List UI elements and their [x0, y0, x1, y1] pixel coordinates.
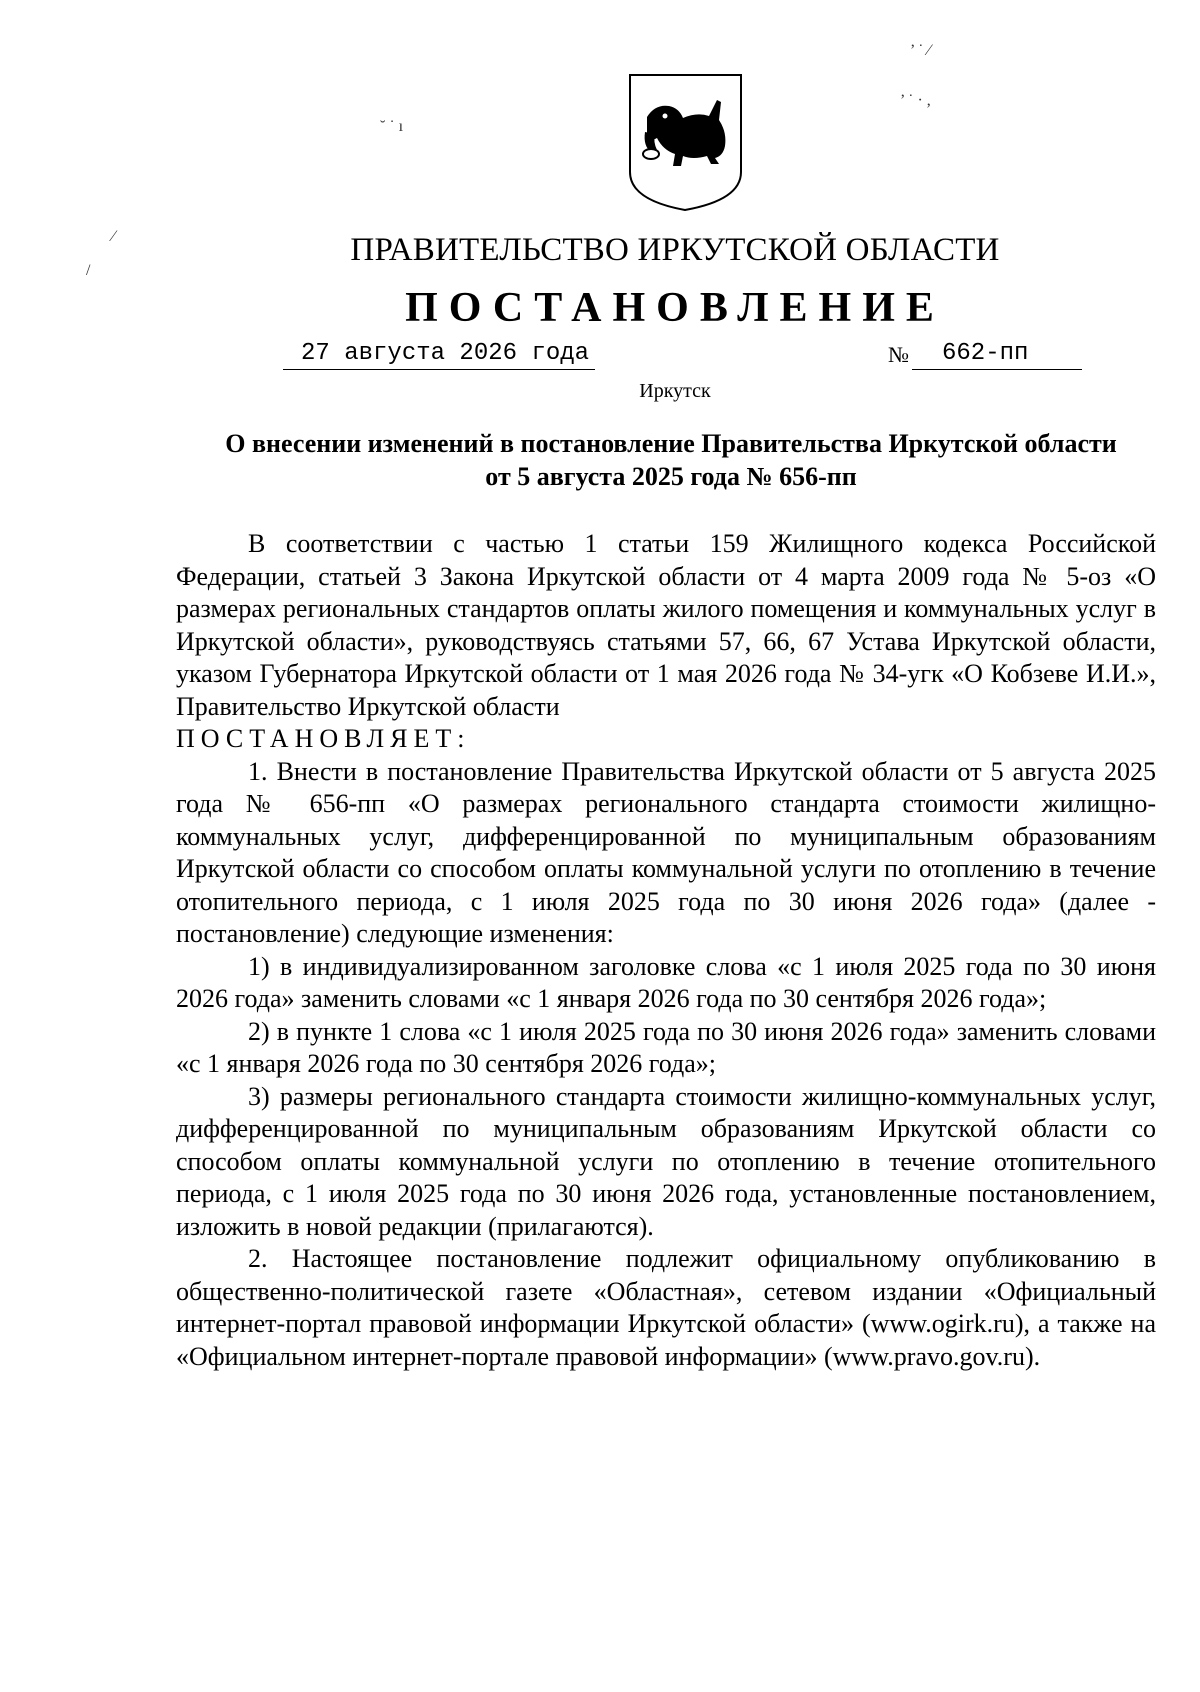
subitem-1-paragraph: 1) в индивидуализированном заголовке слова «с 1 июля 2025 года по 30 июня 2026 года» заменить словами «с 1 января 2026 года по 30 сентября 2026 года»;: [176, 951, 1156, 1013]
title-line-1: О внесении изменений в постановление Правительства Иркутской области: [225, 429, 1117, 458]
document-title: [176, 427, 1166, 493]
resolves-heading: ПОСТАНОВЛЯЕТ:: [176, 724, 471, 753]
document-number: 662-пп: [912, 340, 1082, 370]
document-type: ПОСТАНОВЛЕНИЕ: [405, 285, 945, 331]
document-date: 27 августа 2026 года: [283, 340, 595, 370]
item-1-paragraph: 1. Внести в постановление Правительства Иркутской области от 5 августа 2025 года № 656-пп «О размерах регионального стандарта стоимости жилищно-коммунальных услуг, дифференцированной по муниципальным образованиям Иркутской области со способом оплаты коммунальной услуги по отоплению в течение отопительного периода, с 1 июля 2025 года по 30 июня 2026 года» (далее - постановление) следующие изменения:: [176, 756, 1156, 948]
document-body: [176, 528, 1156, 1373]
title-line-2: от 5 августа 2025 года № 656-пп: [485, 462, 857, 491]
subitem-3-paragraph: 3) размеры регионального стандарта стоимости жилищно-коммунальных услуг, дифференцированной по муниципальным образованиям Иркутской области со способом оплаты коммунальной услуги по отоплению в течение отопительного периода, с 1 июля 2025 года по 30 июня 2026 года, установленные постановлением, изложить в новой редакции (прилагаются).: [176, 1081, 1156, 1241]
coat-of-arms-icon: [627, 72, 744, 213]
subitem-2-paragraph: 2) в пункте 1 слова «с 1 июля 2025 года по 30 июня 2026 года» заменить словами «с 1 января 2026 года по 30 сентября 2026 года»;: [176, 1016, 1156, 1078]
city: Иркутск: [639, 380, 711, 402]
organization-name: ПРАВИТЕЛЬСТВО ИРКУТСКОЙ ОБЛАСТИ: [350, 232, 1000, 268]
item-2-paragraph: 2. Настоящее постановление подлежит официальному опубликованию в общественно-политической газете «Областная», сетевом издании «Официальный интернет-портал правовой информации Иркутской области» (www.ogirk.ru), а также на «Официальном интернет-портале правовой информации» (www.pravo.gov.ru).: [176, 1244, 1156, 1371]
preamble-paragraph: В соответствии с частью 1 статьи 159 Жилищного кодекса Российской Федерации, статьей 3 Закона Иркутской области от 4 марта 2009 года № 5-оз «О размерах региональных стандартов оплаты жилого помещения и коммунальных услуг в Иркутской области», руководствуясь статьями 57, 66, 67 Устава Иркутской области, указом Губернатора Иркутской области от 1 мая 2026 года № 34-угк «О Кобзеве И.И.», Правительство Иркутской области: [176, 529, 1156, 721]
number-sign: №: [888, 342, 909, 367]
